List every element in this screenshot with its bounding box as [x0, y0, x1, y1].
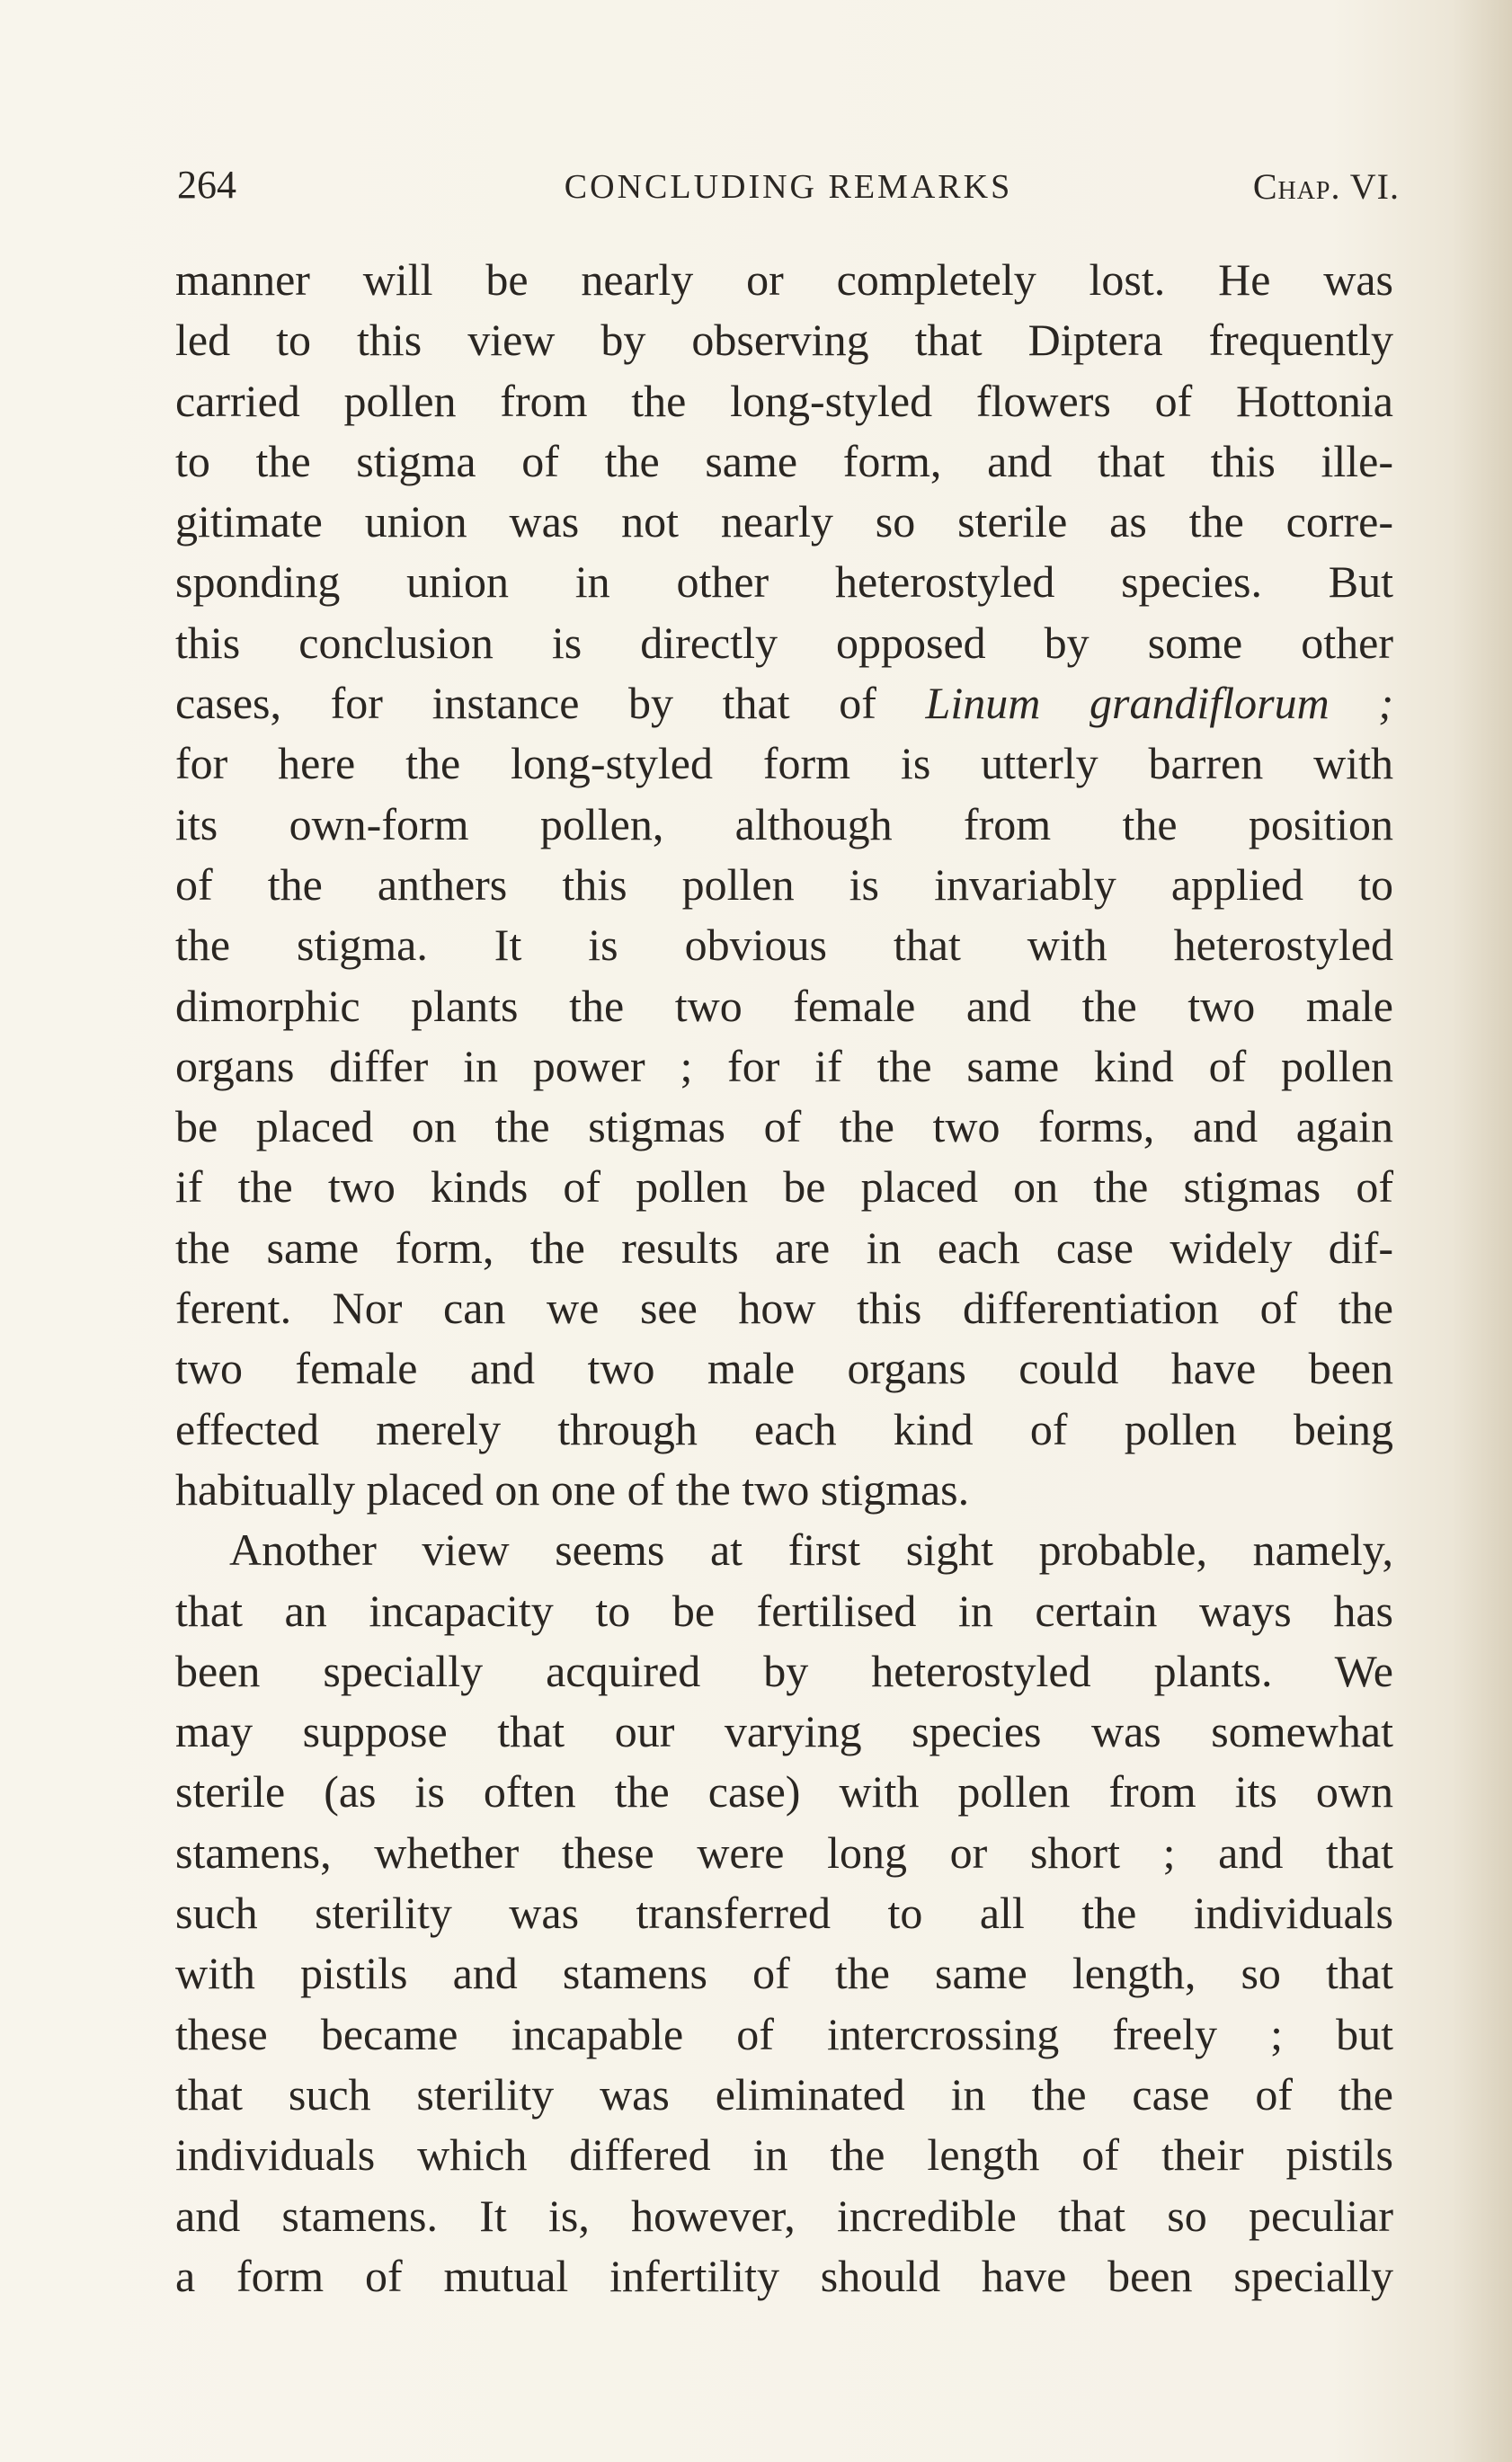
- text-line: these became incapable of intercrossing freely ; but: [175, 2008, 1393, 2059]
- text-line: effected merely through each kind of pollen being: [175, 1403, 1393, 1454]
- text-line: carried pollen from the long-styled flowers of Hottonia: [175, 375, 1393, 426]
- text-line: to the stigma of the same form, and that this ille-: [175, 435, 1393, 486]
- body-text: [175, 250, 1393, 2306]
- text-line: of the anthers this pollen is invariably applied to: [175, 858, 1393, 910]
- text-line: the stigma. It is obvious that with heterostyled: [175, 920, 1393, 971]
- text-line: such sterility was transferred to all the individuals: [175, 1888, 1393, 1939]
- text-line: individuals which differed in the length of their pistils: [175, 2129, 1393, 2181]
- text-line: gitimate union was not nearly so sterile as the corre-: [175, 496, 1393, 547]
- text-line: may suppose that our varying species was somewhat: [175, 1706, 1393, 1757]
- paragraph-2: [175, 1520, 1393, 2306]
- text-line: led to this view by observing that Diptera frequently: [175, 315, 1393, 366]
- text-segment: cases, for instance by that of: [175, 678, 926, 729]
- text-line: be placed on the stigmas of the two forms, and again: [175, 1101, 1393, 1152]
- running-head: [177, 162, 1400, 216]
- running-title: CONCLUDING REMARKS: [564, 168, 1013, 206]
- text-line: and stamens. It is, however, incredible that so peculiar: [175, 2190, 1393, 2241]
- species-name: Linum grandiflorum ;: [925, 678, 1393, 729]
- text-line: manner will be nearly or completely lost. He was: [175, 254, 1393, 305]
- text-line: a form of mutual infertility should have been specially: [175, 2250, 1393, 2301]
- page-number: 264: [177, 163, 236, 207]
- text-line: this conclusion is directly opposed by some other: [175, 617, 1393, 668]
- text-line: for here the long-styled form is utterly barren with: [175, 738, 1393, 789]
- paragraph-1: [175, 250, 1393, 1520]
- text-line: two female and two male organs could have been: [175, 1343, 1393, 1394]
- chapter-label: Chap. VI.: [1252, 166, 1400, 207]
- text-line: sterile (as is often the case) with pollen from its own: [175, 1766, 1393, 1818]
- text-line: been specially acquired by heterostyled plants. We: [175, 1645, 1393, 1696]
- text-line: that an incapacity to be fertilised in certain ways has: [175, 1585, 1393, 1636]
- text-line: habitually placed on one of the two stigmas.: [175, 1463, 970, 1515]
- text-line: with pistils and stamens of the same length, so that: [175, 1948, 1393, 1999]
- text-line: organs differ in power ; for if the same kind of pollen: [175, 1040, 1393, 1091]
- text-line: its own-form pollen, although from the position: [175, 798, 1393, 849]
- text-line: sponding union in other heterostyled species. But: [175, 556, 1393, 608]
- text-line: that such sterility was eliminated in the case of the: [175, 2068, 1393, 2120]
- text-line: dimorphic plants the two female and the two male: [175, 980, 1393, 1031]
- text-line: the same form, the results are in each case widely dif-: [175, 1222, 1393, 1273]
- text-line: ferent. Nor can we see how this differentiation of the: [175, 1283, 1393, 1334]
- text-line: if the two kinds of pollen be placed on the stigmas of: [175, 1161, 1393, 1213]
- text-line: stamens, whether these were long or short ; and that: [175, 1827, 1393, 1878]
- text-line: Another view seems at first sight probable, namely,: [229, 1524, 1393, 1576]
- text-line: [175, 673, 1393, 733]
